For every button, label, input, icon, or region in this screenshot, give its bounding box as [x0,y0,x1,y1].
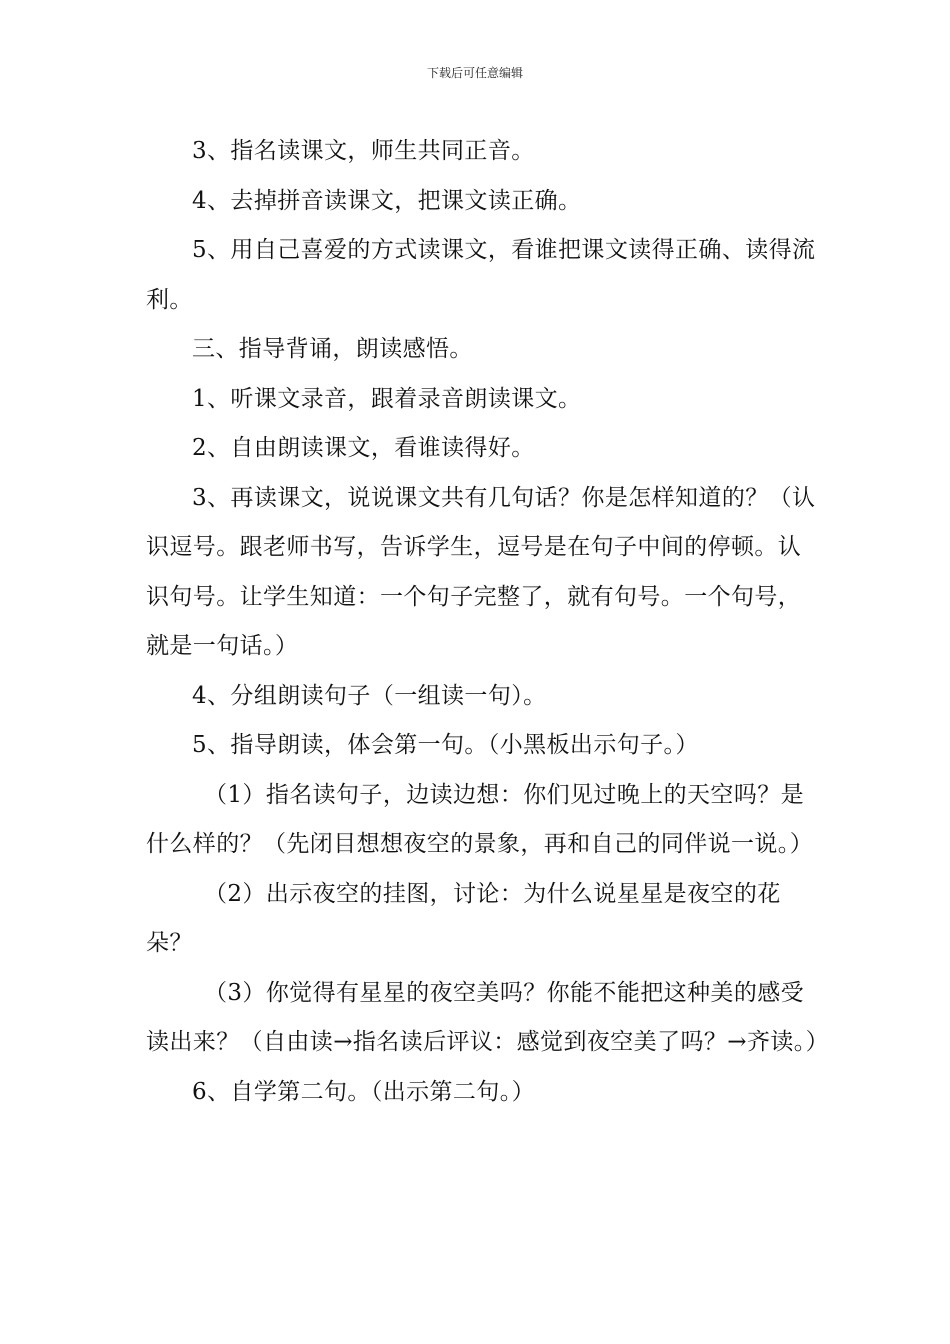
paragraph: 5、用自己喜爱的方式读课文，看谁把课文读得正确、读得流利。 [146,237,816,313]
section-heading: 三、指导背诵，朗读感悟。 [192,336,473,362]
sub-paragraph: （3）你觉得有星星的夜空美吗？你能不能把这种美的感受读出来？（自由读→指名读后评议：感觉到夜空美了吗？→齐读。） [146,979,830,1055]
document-body [146,127,830,1117]
paragraph: 3、指名读课文，师生共同正音。 [192,138,535,164]
paragraph: 4、分组朗读句子（一组读一句）。 [192,682,547,709]
paragraph: 6、自学第二句。（出示第二句。） [192,1078,536,1105]
paragraph: 4、去掉拼音读课文，把课文读正确。 [192,187,582,214]
paragraph: 2、自由朗读课文，看谁读得好。 [192,435,535,461]
paragraph: 1、听课文录音，跟着录音朗读课文。 [192,385,582,412]
sub-paragraph: （1）指名读句子，边读边想：你们见过晚上的天空吗？是什么样的？（先闭目想想夜空的景象，再和自己的同伴说一说。） [146,781,814,857]
paragraph: 3、再读课文，说说课文共有几句话？你是怎样知道的？（认识逗号。跟老师书写，告诉学生，逗号是在句子中间的停顿。认识句号。让学生知道：一个句子完整了，就有句号。一个句号，就是一句话。） [146,484,816,659]
paragraph: 5、指导朗读，体会第一句。（小黑板出示句子。） [192,732,699,758]
page-header: 下载后可任意编辑 [426,66,523,80]
sub-paragraph: （2）出示夜空的挂图，讨论：为什么说星星是夜空的花朵？ [146,880,781,956]
